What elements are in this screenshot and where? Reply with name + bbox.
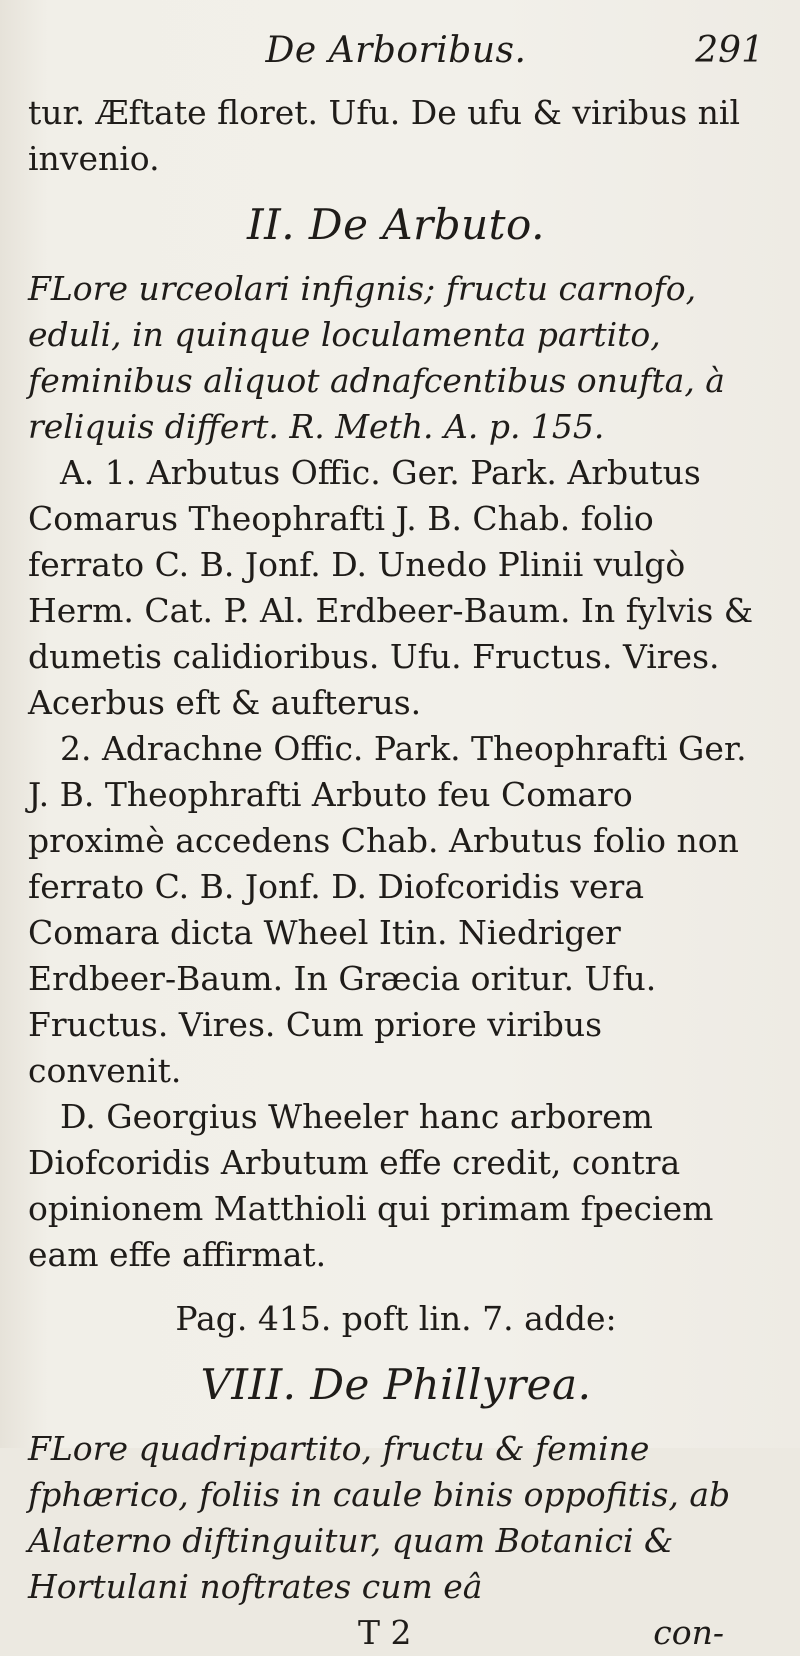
page-reference-note: Pag. 415. poft lin. 7. adde: [175,1299,617,1338]
catchword: con- [653,1613,724,1652]
intro-line: tur. Æftate floret. Ufu. De ufu & viribus nil [28,93,741,132]
page-header [28,30,764,90]
section-description-phillyrea: FLore quadripartito, fructu & femine fphærico, foliis in caule binis oppofitis, ab Alaterno diftinguitur, quam Botanici & Hortulani noftrates cum eâ [28,1429,731,1606]
page-number: 291 [695,30,764,71]
section-description-arbutus: FLore urceolari infignis; fructu carnofo, eduli, in quinque loculamenta partito, feminibus aliquot adnafcentibus onufta, à reliquis differt. R. Meth. A. p. 155. [28,269,725,446]
running-title: De Arboribus. [265,30,527,71]
note-wheeler: D. Georgius Wheeler hanc arborem Diofcoridis Arbutum effe credit, contra opinionem Matthioli qui primam fpeciem eam effe affirmat. [28,1097,714,1274]
section-heading-arbutus: II. De Arbuto. [247,200,545,249]
intro-line: invenio. [28,139,160,178]
entry-arbutus-1: A. 1. Arbutus Offic. Ger. Park. Arbutus Comarus Theophrafti J. B. Chab. folio ferrato C. B. Jonf. D. Unedo Plinii vulgò Herm. Cat. P. Al. Erdbeer-Baum. In fylvis & dumetis calidioribus. Ufu. Fructus. Vires. Acerbus eft & aufterus. [28,453,754,722]
signature-mark: T 2 [358,1613,412,1652]
entry-arbutus-2: 2. Adrachne Offic. Park. Theophrafti Ger. J. B. Theophrafti Arbuto feu Comaro proximè accedens Chab. Arbutus folio non ferrato C. B. Jonf. D. Diofcoridis vera Comara dicta Wheel Itin. Niedriger Erdbeer-Baum. In Græcia oritur. Ufu. Fructus. Vires. Cum priore viribus convenit. [28,729,747,1090]
page-footer [28,1610,764,1656]
section-heading-phillyrea: VIII. De Phillyrea. [200,1360,592,1409]
